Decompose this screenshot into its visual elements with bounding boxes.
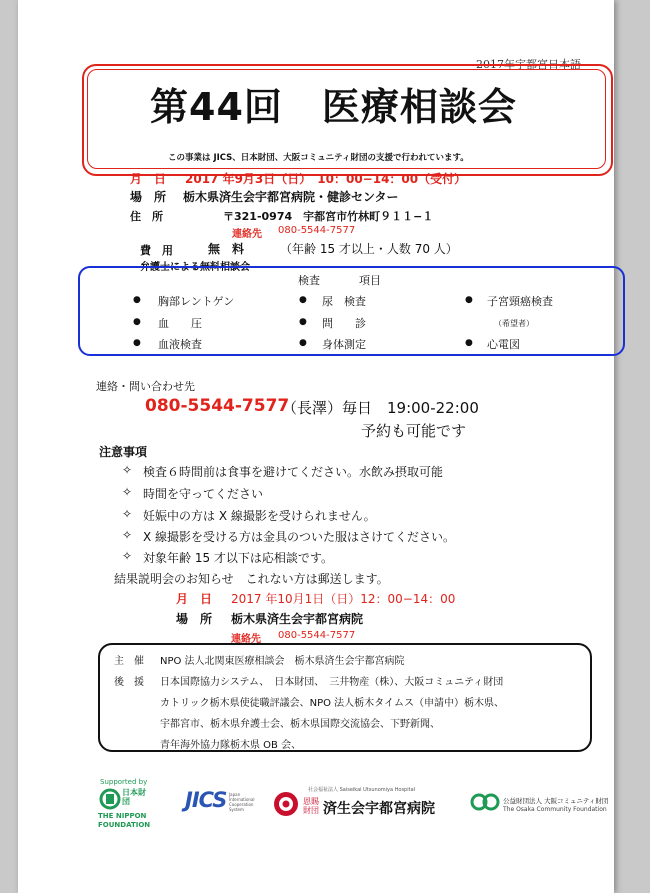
bullet-icon: ● [133, 317, 141, 327]
header-tag: 2017年宇都宮日本語 [476, 58, 581, 71]
exam-item: 血 圧 [158, 317, 202, 330]
nippon-en1: THE NIPPON [98, 812, 147, 820]
results-place-label: 場 所 [176, 612, 213, 626]
address-label: 住 所 [130, 210, 163, 223]
exam-item: 子宮頸癌検査 [487, 295, 553, 308]
address-value: 〒321-0974 宇都宮市竹林町９１１−１ [223, 210, 434, 223]
place-label: 場 所 [130, 190, 167, 204]
host-value: NPO 法人北関東医療相談会 栃木県済生会宇都宮病院 [160, 656, 405, 667]
bullet-icon: ● [133, 338, 141, 348]
inquiry-label: 連絡・問い合わせ先 [96, 380, 195, 393]
saiseikai-emblem-icon [273, 791, 299, 817]
exam-item: 問 診 [322, 317, 366, 330]
jics-logo-text: JICS [185, 788, 227, 812]
host-label: 主 催 [114, 656, 144, 667]
exam-item: 血液検査 [158, 338, 202, 351]
results-contact-value: 080-5544-7577 [278, 630, 356, 641]
exam-item: 胸部レントゲン [158, 295, 235, 308]
contact-label: 連絡先 [232, 229, 262, 240]
exam-item: 尿 検査 [322, 295, 366, 308]
page-title: 第44回 医療相談会 [150, 85, 517, 129]
osaka-jp: 公益財団法人 大阪コミュニティ財団 [503, 797, 609, 805]
note-item: 妊娠中の方は X 線撮影を受けられません。 [143, 509, 376, 523]
bullet-icon: ● [299, 338, 307, 348]
nippon-supported-by: Supported by [100, 778, 148, 786]
nippon-en2: FOUNDATION [98, 821, 151, 829]
place-value: 栃木県済生会宇都宮病院・健診センター [183, 190, 399, 204]
support-line: カトリック栃木県使徒職評議会、NPO 法人栃木タイムス（申請中）栃木県、 [160, 698, 504, 709]
results-date-label: 月 日 [176, 592, 213, 606]
osaka-foundation-logo-icon [470, 790, 500, 814]
bullet-icon: ● [465, 295, 473, 305]
note-marker-icon: ✧ [122, 528, 133, 542]
flyer-page [18, 0, 614, 893]
osaka-en: The Osaka Community Foundation [503, 806, 607, 813]
inquiry-phone: 080-5544-7577 [145, 396, 290, 416]
support-line: 宇都宮市、栃木県弁護士会、栃木県国際交流協会、下野新聞、 [160, 719, 440, 730]
saiseikai-name: 済生会宇都宮病院 [323, 801, 435, 817]
support-note: この事業は JICS、日本財団、大阪コミュニティ財団の支援で行われています。 [168, 153, 469, 163]
results-intro: 結果説明会のお知らせ これない方は郵送します。 [114, 572, 389, 586]
nippon-jp: 日本財団 [122, 788, 146, 806]
note-marker-icon: ✧ [122, 507, 133, 521]
support-line: 日本国際協力システム、 日本財団、 三井物産（株）、大阪コミュニティ財団 [160, 677, 504, 688]
note-item: X 線撮影を受ける方は金具のついた服はさけてください。 [143, 530, 456, 544]
exam-header-b: 項目 [359, 274, 381, 287]
note-marker-icon: ✧ [122, 463, 133, 477]
results-contact-label: 連絡先 [231, 634, 261, 645]
bullet-icon: ● [133, 295, 141, 305]
exam-item: 身体測定 [322, 338, 366, 351]
bullet-icon: ● [299, 317, 307, 327]
contact-value: 080-5544-7577 [278, 225, 356, 236]
exam-item: 心電図 [487, 338, 520, 351]
note-item: 検査６時間前は食事を避けてください。水飲み摂取可能 [143, 465, 444, 479]
note-item: 時間を守ってください [143, 487, 264, 501]
support-label: 後 援 [114, 677, 144, 688]
note-marker-icon: ✧ [122, 485, 133, 499]
exam-note: （希望者） [494, 319, 534, 328]
jics-sub: Japan International Cooperation System [229, 792, 255, 812]
notes-title: 注意事項 [99, 445, 148, 459]
results-place-value: 栃木県済生会宇都宮病院 [231, 612, 364, 626]
support-line: 青年海外協力隊栃木県 OB 会、 [160, 740, 302, 751]
note-item: 対象年齢 15 才以下は応相談です。 [143, 551, 333, 565]
saiseikai-left: 恩賜財団 [303, 797, 319, 815]
lawyer-note: 弁護士による無料相談会 [140, 262, 250, 273]
note-marker-icon: ✧ [122, 549, 133, 563]
bullet-icon: ● [299, 295, 307, 305]
fee-label: 費 用 [140, 244, 173, 257]
fee-note: （年齢 15 才以上・人数 70 人） [280, 242, 458, 256]
date-value: 2017 年9月3日（日） 10：00−14：00（受付） [185, 172, 467, 186]
saiseikai-small: 社会福祉法人 Saiseikai Utsunomiya Hospital [308, 787, 416, 793]
inquiry-reservation: 予約も可能です [361, 422, 467, 440]
bullet-icon: ● [465, 338, 473, 348]
exam-header-a: 検査 [298, 274, 320, 287]
fee-value: 無 料 [208, 242, 245, 256]
inquiry-hours: （長澤）毎日 19:00-22:00 [282, 399, 479, 417]
results-date-value: 2017 年10月1日（日）12：00−14：00 [231, 592, 456, 606]
date-label: 月 日 [130, 172, 167, 186]
